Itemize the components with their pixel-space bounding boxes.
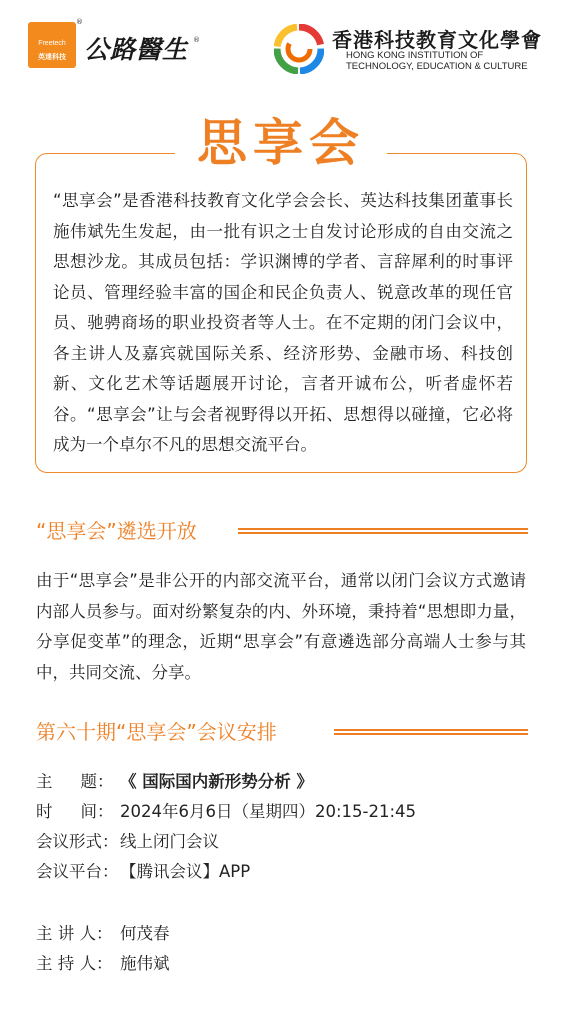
detail-label	[36, 798, 120, 826]
detail-label: 会议平台：	[36, 862, 119, 881]
detail-row-platform	[36, 858, 250, 886]
section-selection-open-text: 由于“思享会”是非公开的内部交流平台，通常以闭门会议方式邀请内部人员参与。面对纷繁复杂的内、外环境，秉持着“思想即力量，分享促变革”的理念，近期“思享会”有意遴选部分高端人士参与其中，共同交流、分享。	[36, 571, 526, 682]
detail-label	[36, 768, 120, 796]
detail-label: 主 持 人：	[36, 954, 113, 973]
freetech-logo	[28, 22, 76, 68]
registered-mark: ®	[76, 18, 83, 26]
detail-value: 施伟斌	[120, 954, 170, 973]
label-part: 主	[36, 772, 53, 791]
detail-value: 《 国际国内新形势分析 》	[120, 772, 313, 791]
freetech-logo-cn: 英達科技	[38, 53, 66, 61]
hk-institution-name-cn: 香港科技教育文化學會	[332, 28, 542, 52]
header	[0, 0, 561, 100]
detail-label: 主 讲 人：	[36, 924, 113, 943]
brand-registered-mark: ®	[193, 36, 200, 44]
section-selection-open-heading	[36, 515, 528, 547]
hk-institution-name-en-line2: TECHNOLOGY, EDUCATION & CULTURE	[346, 61, 528, 72]
label-part: 间：	[80, 802, 114, 821]
detail-label: 会议形式：	[36, 832, 119, 851]
brand-name: 公路醫生	[84, 35, 189, 64]
double-rule-divider	[334, 729, 528, 735]
label-part: 题：	[80, 772, 114, 791]
freetech-logo-text: Freetech	[38, 40, 66, 47]
double-rule-divider	[238, 528, 528, 534]
section-meeting-arrangement-heading	[36, 716, 528, 748]
intro-title-wrap	[175, 112, 387, 174]
section-title: 第六十期“思享会”会议安排	[36, 720, 277, 744]
detail-row-time	[36, 798, 416, 826]
detail-row-topic	[36, 768, 313, 796]
detail-value: 2024年6月6日（星期四）20:15-21:45	[120, 802, 417, 821]
hk-institution-logo-icon	[274, 24, 324, 74]
hk-institution-name-en-line1: HONG KONG INSTITUTION OF	[346, 50, 484, 61]
detail-value: 【腾讯会议】APP	[120, 862, 251, 881]
detail-value: 线上闭门会议	[120, 832, 219, 851]
detail-value: 何茂春	[120, 924, 170, 943]
detail-row-host	[36, 950, 170, 978]
detail-row-speaker	[36, 920, 170, 948]
label-part: 时	[36, 802, 53, 821]
detail-row-format	[36, 828, 219, 856]
section-title: “思享会”遴选开放	[36, 519, 197, 543]
intro-title: 思享会	[197, 114, 365, 172]
intro-text: “思享会”是香港科技教育文化学会会长、英达科技集团董事长施伟斌先生发起，由一批有识之士自发讨论形成的自由交流之思想沙龙。其成员包括：学识渊博的学者、言辞犀利的时事评论员、管理经验丰富的国企和民企负责人、锐意改革的现任官员、驰骋商场的职业投资者等人士。在不定期的闭门会议中，各主讲人及嘉宾就国际关系、经济形势、金融市场、科技创新、文化艺术等话题展开讨论，言者开诚布公，听者虚怀若谷。“思享会”让与会者视野得以开拓、思想得以碰撞，它必将成为一个卓尔不凡的思想交流平台。	[53, 191, 513, 454]
